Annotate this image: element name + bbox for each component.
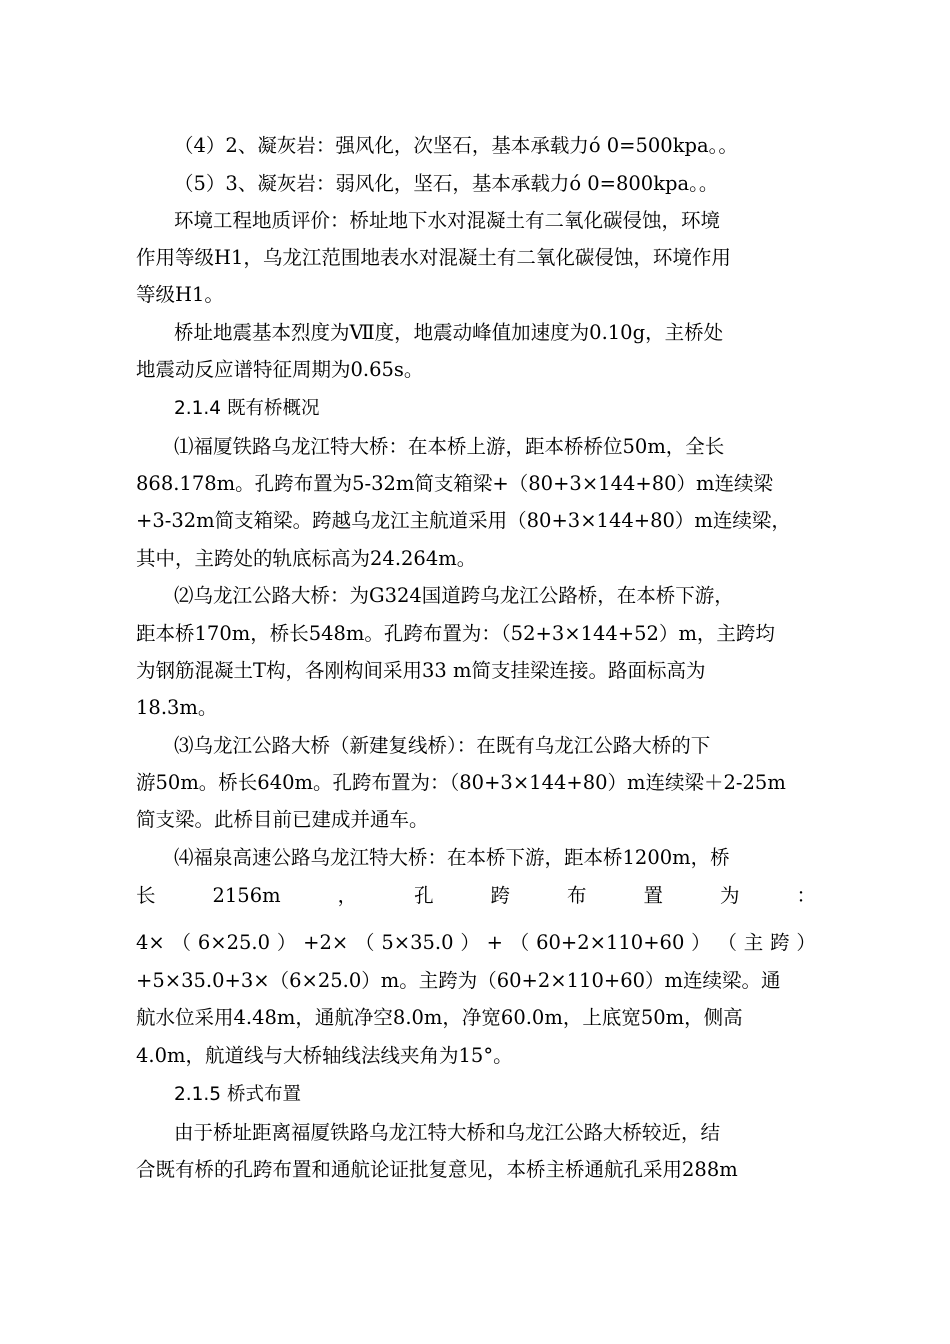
line-token: +2× (303, 931, 349, 954)
paragraph-line: ⑶乌龙江公路大桥（新建复线桥）：在既有乌龙江公路大桥的下 (174, 734, 711, 757)
line-token: 为 (720, 884, 740, 907)
paragraph-line: 等级H1。 (136, 283, 224, 306)
paragraph-line: 距本桥170m，桥长548m。孔跨布置为：（52+3×144+52）m，主跨均 (136, 622, 775, 645)
paragraph-line: ⑴福厦铁路乌龙江特大桥：在本桥上游，距本桥桥位50m，全长 (174, 435, 725, 458)
paragraph-line: ⑵乌龙江公路大桥：为G324国道跨乌龙江公路桥，在本桥下游， (174, 584, 734, 607)
line-token: （ (355, 931, 375, 954)
paragraph-line: 其中，主跨处的轨底标高为24.264m。 (136, 547, 477, 570)
line-token: 主 (743, 931, 764, 954)
line-token: 长 (136, 884, 156, 907)
paragraph-line: 地震动反应谱特征周期为0.65s。 (136, 358, 424, 381)
line-token: 5×35.0 (381, 931, 454, 954)
line-token: ： (796, 884, 816, 907)
paragraph-line: 由于桥址距离福厦铁路乌龙江特大桥和乌龙江公路大桥较近，结 (174, 1121, 721, 1144)
line-token: 跨 (770, 931, 790, 954)
paragraph-line: （4）2、凝灰岩：强风化，次坚石，基本承载力ó 0=500kpa。。 (174, 134, 738, 157)
line-token: ） (796, 931, 816, 954)
line-token: （ (717, 931, 737, 954)
paragraph-line: 环境工程地质评价：桥址地下水对混凝土有二氧化碳侵蚀，环境 (174, 209, 721, 232)
justified-line (136, 925, 816, 961)
justified-line (136, 878, 816, 914)
line-token: ） (691, 931, 711, 954)
line-token: ） (276, 931, 297, 954)
paragraph-line: 为钢筋混凝土T构，各刚构间采用33 m简支挂梁连接。路面标高为 (136, 659, 706, 682)
line-token: 跨 (490, 884, 511, 907)
line-token: 4× (136, 931, 165, 954)
paragraph-line: ⑷福泉高速公路乌龙江特大桥：在本桥下游，距本桥1200m，桥 (174, 846, 730, 869)
line-token: + (486, 931, 503, 954)
line-token: （ (171, 931, 192, 954)
paragraph-line: 作用等级H1，乌龙江范围地表水对混凝土有二氧化碳侵蚀，环境作用 (136, 246, 731, 269)
line-token: ） (460, 931, 480, 954)
line-token: （ (509, 931, 530, 954)
paragraph-line: 游50m。桥长640m。孔跨布置为：（80+3×144+80）m连续梁＋2-25m (136, 771, 786, 794)
section-heading-2-1-4: 2.1.4 既有桥概况 (174, 398, 320, 419)
paragraph-line: +5×35.0+3×（6×25.0）m。主跨为（60+2×110+60）m连续梁。通 (136, 969, 781, 992)
paragraph-line: 合既有桥的孔跨布置和通航论证批复意见，本桥主桥通航孔采用288m (136, 1158, 738, 1181)
line-token: 孔 (414, 884, 434, 907)
paragraph-line: 桥址地震基本烈度为Ⅶ度，地震动峰值加速度为0.10g，主桥处 (174, 321, 724, 344)
line-token: ， (337, 884, 358, 907)
line-token: 6×25.0 (197, 931, 271, 954)
section-heading-2-1-5: 2.1.5 桥式布置 (174, 1084, 301, 1105)
line-token: 2156m (212, 884, 281, 907)
paragraph-line: 18.3m。 (136, 696, 218, 719)
paragraph-line: +3-32m简支箱梁。跨越乌龙江主航道采用（80+3×144+80）m连续梁， (136, 509, 791, 532)
paragraph-line: 简支梁。此桥目前已建成并通车。 (136, 808, 429, 831)
line-token: 置 (643, 884, 664, 907)
line-token: 60+2×110+60 (536, 931, 685, 954)
paragraph-line: 航水位采用4.48m，通航净空8.0m，净宽60.0m，上底宽50m，侧高 (136, 1006, 743, 1029)
line-token: 布 (567, 884, 587, 907)
paragraph-line: 4.0m，航道线与大桥轴线法线夹角为15°。 (136, 1044, 513, 1067)
paragraph-line: （5）3、凝灰岩：弱风化，坚石，基本承载力ó 0=800kpa。。 (174, 172, 719, 195)
paragraph-line: 868.178m。孔跨布置为5-32m简支箱梁+（80+3×144+80）m连续梁 (136, 472, 774, 495)
